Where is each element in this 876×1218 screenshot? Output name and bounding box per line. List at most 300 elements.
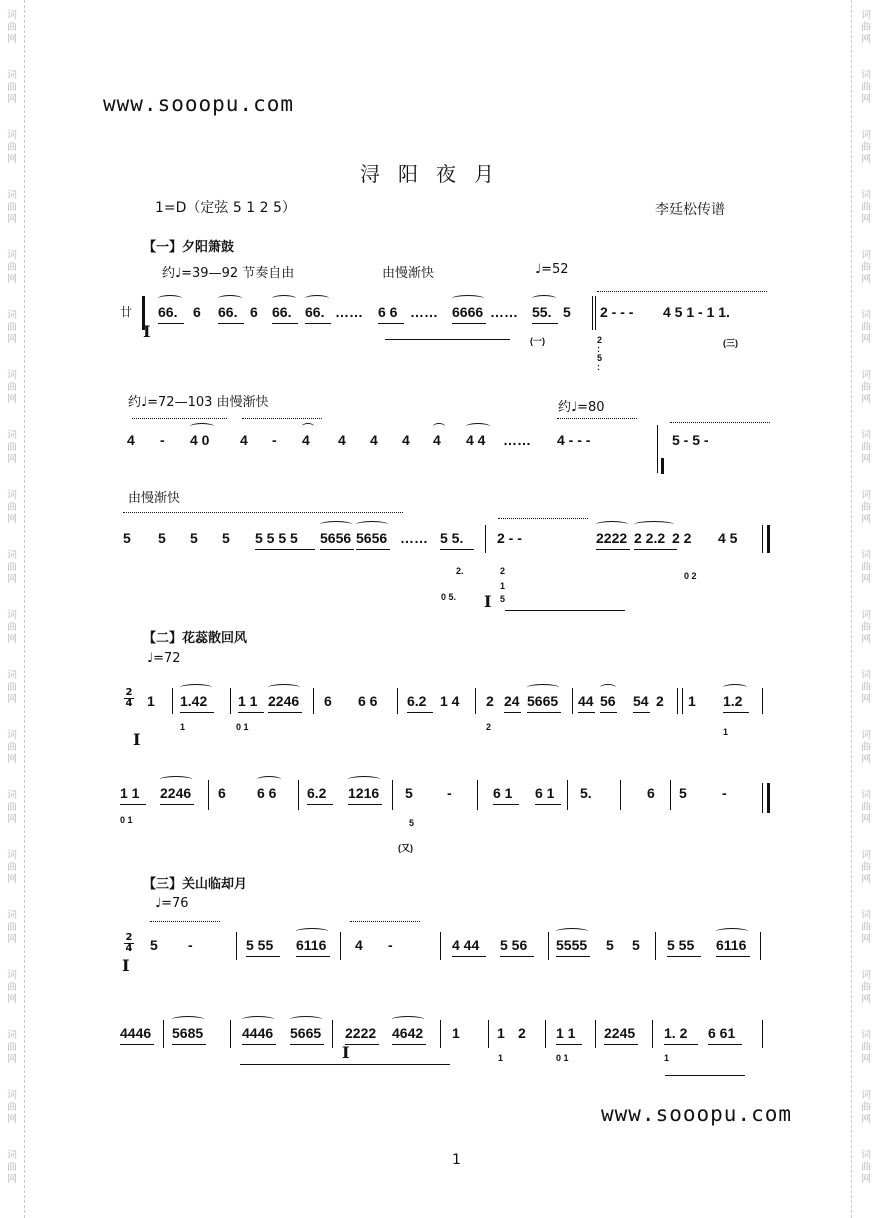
section-1-mark-i: I [143,322,151,341]
score-note: 1 1 [556,1025,576,1041]
score-note: 1 [497,1025,505,1041]
score-note: 4 5 [718,530,738,546]
bar-line [477,780,478,810]
slur-mark [466,423,490,430]
score-note: 6 [647,785,655,801]
underline-beam [356,549,390,550]
bar-line [572,688,573,714]
score-note: 5665 [527,693,559,709]
slur-mark [160,776,192,783]
score-note: 5 [679,785,687,801]
side-watermark: 词曲网 [861,10,871,45]
trill-line [557,418,637,419]
score-note: 4 [240,432,248,448]
underline-beam [158,323,184,324]
slur-mark [596,521,628,528]
lower-voice-note: 2 [486,722,492,732]
slur-mark [320,521,352,528]
side-watermark: 词曲网 [861,910,871,945]
score-note: 2 2 [672,530,692,546]
underline-beam [172,1044,206,1045]
side-watermark: 词曲网 [861,1030,871,1065]
score-note: 1 [452,1025,460,1041]
slur-mark [433,423,445,430]
score-note: 6 [250,304,258,320]
underline-beam [238,712,264,713]
lower-voice-note: 5 [409,818,415,828]
side-watermark: 词曲网 [7,1030,17,1065]
bar-line [657,425,658,473]
bar-line [298,780,299,810]
score-note: 4 [338,432,346,448]
score-note: 5555 [556,937,588,953]
slur-mark [723,684,747,691]
score-note: 6 [193,304,201,320]
side-watermark: 词曲网 [7,430,17,465]
slur-mark [190,423,214,430]
score-note: 5 [563,304,571,320]
slur-mark [348,776,380,783]
bar-line [592,296,593,330]
side-watermark: 词曲网 [861,1090,871,1125]
side-watermark: 词曲网 [861,790,871,825]
underline-beam [535,804,561,805]
trill-line [670,422,770,423]
score-note: 4642 [392,1025,424,1041]
lower-voice-note: 1 [664,1053,670,1063]
section-1-tempo-1: 约♩=39—92 节奏自由 [162,266,295,281]
underline-beam [272,323,298,324]
slur-mark [257,776,281,783]
side-watermark: 词曲网 [7,250,17,285]
underline-beam [664,1044,698,1045]
section-1-tempo-2: 由慢渐快 [382,266,435,281]
bar-line [567,780,568,810]
side-watermark: 词曲网 [7,550,17,585]
time-sig-bottom: 4 [125,943,133,954]
bar-line [762,688,763,714]
side-watermark: 词曲网 [7,70,17,105]
score-note: 54 [633,693,649,709]
slur-mark [527,684,559,691]
score-note: 5656 [320,530,352,546]
bar-line [595,296,596,330]
score-title: 浔阳夜月 [360,162,512,186]
underline-beam [633,712,650,713]
score-note: 5 [150,937,158,953]
side-watermark: 词曲网 [7,10,17,45]
score-note: 5 [222,530,230,546]
score-note: 24 [504,693,520,709]
score-note: 55. [532,304,552,320]
underline-beam [345,1044,379,1045]
score-note: 4446 [120,1025,152,1041]
side-watermark: 词曲网 [861,250,871,285]
side-watermark: 词曲网 [7,970,17,1005]
score-note: 6 [218,785,226,801]
side-watermark: 词曲网 [861,310,871,345]
underline-beam [246,956,280,957]
underline-beam [320,549,354,550]
thick-bar [767,525,770,553]
bar-line [340,932,341,960]
lower-voice-note: 0 1 [236,722,249,732]
score-note: 56 [600,693,616,709]
score-note: 1 [688,693,696,709]
section-1-title: 【一】夕阳箫鼓 [143,240,235,255]
trill-line [123,512,403,513]
side-watermark: 词曲网 [7,1090,17,1125]
side-watermark: 词曲网 [861,190,871,225]
slur-mark [272,295,296,302]
bar-line [313,688,314,714]
slur-mark [356,521,388,528]
score-note: 6116 [296,937,327,953]
score-note: 5. [580,785,592,801]
underline-beam [120,804,146,805]
underline-beam [392,1044,426,1045]
underline-beam [305,323,331,324]
underline-beam [556,956,590,957]
score-note: 5 [158,530,166,546]
score-note: 6116 [716,937,747,953]
score-note: 4 0 [190,432,210,448]
bar-line [440,932,441,960]
side-watermark: 词曲网 [861,550,871,585]
left-watermark-column [3,0,21,1218]
score-note: 4 5 1 - 1 1. [663,304,730,320]
slur-mark [242,1016,274,1023]
score-note: 4 [127,432,135,448]
bar-line [670,780,671,810]
score-note: 66. [272,304,292,320]
side-watermark: 词曲网 [861,850,871,885]
score-note: 4 [402,432,410,448]
bar-line [208,780,209,810]
underline-beam [452,323,486,324]
underline-beam [218,323,244,324]
score-note: 5 [632,937,640,953]
side-watermark: 词曲网 [861,970,871,1005]
score-note: 6 1 [535,785,555,801]
score-note: 66. [158,304,178,320]
section-1-tempo-5: 约♩=80 [558,400,605,415]
score-note: 6.2 [407,693,427,709]
score-note: 5 [606,937,614,953]
time-signature [124,688,134,709]
bar-line [475,688,476,714]
score-note: 44 [578,693,594,709]
trill-line [597,291,767,292]
score-note: 2 2.2 [634,530,666,546]
score-note: 4 [370,432,378,448]
section-3-mark-i: I [122,956,130,975]
bar-line [760,932,761,960]
score-note: 6666 [452,304,484,320]
lower-voice-note: 0 1 [120,815,133,825]
underline-beam [556,1044,582,1045]
bar-line [440,1020,441,1048]
bar-line [163,1020,164,1048]
score-note: 1. 2 [664,1025,688,1041]
lower-voice-note: 0 2 [684,571,697,581]
score-note: 5685 [172,1025,204,1041]
score-note: 6 6 [257,785,277,801]
underline-beam [723,712,749,713]
bar-line [545,1020,546,1048]
underline-beam [120,1044,154,1045]
lower-voice-note: 1 [500,581,506,591]
underline-beam [348,804,382,805]
row-1-sub-2: (三) [723,338,738,348]
score-note: 1 4 [440,693,460,709]
bar-line [677,688,678,714]
underline-beam [634,549,677,550]
trill-line [350,921,420,922]
section-3-mark-i-2: I [342,1043,350,1062]
lower-voice-note: (又) [398,843,413,853]
slur-mark [218,295,242,302]
slur-mark [305,295,329,302]
score-note: …… [410,304,438,320]
score-note: 2 - - - [600,304,634,320]
crescendo-hairpin [505,610,625,611]
underline-beam [604,1044,638,1045]
slur-mark [600,684,616,691]
score-note: 5 55 [667,937,695,953]
side-watermark: 词曲网 [861,490,871,525]
section-1-tempo-4: 约♩=72—103 由慢渐快 [128,395,269,410]
score-note: 4 4 [466,432,486,448]
bar-line [236,932,237,960]
thick-bar [767,783,770,813]
bar-line [762,525,763,553]
crescendo-hairpin [385,339,510,340]
underline-beam [290,1044,324,1045]
section-2-title: 【二】花蕊散回风 [143,631,248,646]
bar-line [548,932,549,960]
thick-bar [661,458,664,474]
side-watermark: 词曲网 [7,730,17,765]
lower-voice-note: 2. [456,566,464,576]
side-watermark: 词曲网 [861,70,871,105]
side-watermark: 词曲网 [7,670,17,705]
underline-beam [160,804,194,805]
vertical-chord: 2 : 5 : [597,335,603,372]
underline-beam [500,956,534,957]
score-note: 1 1 [120,785,140,801]
side-watermark: 词曲网 [7,130,17,165]
score-note: 2 [518,1025,526,1041]
underline-beam [600,712,617,713]
side-watermark: 词曲网 [7,310,17,345]
time-sig-bottom: 4 [125,698,133,709]
trill-line [132,418,227,419]
section-1-mark-i-2: I [484,592,492,611]
lower-voice-note: 1 [723,727,729,737]
underline-beam [708,1044,742,1045]
underline-beam [716,956,750,957]
crescendo-hairpin [665,1075,745,1076]
underline-beam [440,549,474,550]
score-note: 6 [324,693,332,709]
side-watermark: 词曲网 [861,610,871,645]
underline-beam [307,804,333,805]
slur-mark [716,928,748,935]
row-1-sub-1: (一) [530,336,545,346]
side-watermark: 词曲网 [7,370,17,405]
score-note: 2245 [604,1025,636,1041]
score-note: 5 56 [500,937,528,953]
score-note: - [272,432,277,448]
bar-line [655,932,656,960]
bar-line [488,1020,489,1048]
bar-line [652,1020,653,1048]
score-note: 2246 [268,693,300,709]
score-note: 2222 [345,1025,377,1041]
score-note: 5 - 5 - [672,432,709,448]
underline-beam [180,712,214,713]
score-note: 2 [486,693,494,709]
side-watermark: 词曲网 [7,910,17,945]
time-sig-top: 2 [125,687,133,698]
side-watermark: 词曲网 [7,850,17,885]
score-note: - [447,785,452,801]
slur-mark [296,928,328,935]
bar-line [230,1020,231,1048]
score-note: 1.2 [723,693,743,709]
lower-voice-note: 2 [500,566,506,576]
score-note: - [160,432,165,448]
score-note: 5 [123,530,131,546]
score-note: 4 44 [452,937,480,953]
score-note: - [188,937,193,953]
right-watermark-column [857,0,875,1218]
side-watermark: 词曲网 [7,1150,17,1185]
section-2-mark-i: I [133,730,141,749]
site-url-top: www.sooopu.com [103,92,295,116]
underline-beam [296,956,330,957]
score-note: 66. [218,304,238,320]
bar-line [230,688,231,714]
score-note: 6.2 [307,785,327,801]
slur-mark [634,521,674,528]
side-watermark: 词曲网 [861,730,871,765]
side-watermark: 词曲网 [7,190,17,225]
side-watermark: 词曲网 [7,790,17,825]
side-watermark: 词曲网 [7,490,17,525]
score-note: 6 61 [708,1025,736,1041]
score-note: …… [503,432,531,448]
section-1-tempo-6: 由慢渐快 [128,491,181,506]
score-note: 5665 [290,1025,322,1041]
score-note: …… [400,530,428,546]
slur-mark [290,1016,322,1023]
underline-beam [532,323,558,324]
underline-beam [493,804,519,805]
page-number: 1 [452,1152,461,1168]
underline-beam [452,956,486,957]
score-note: 1 [147,693,155,709]
underline-beam [268,712,302,713]
side-watermark: 词曲网 [861,670,871,705]
slur-mark [392,1016,424,1023]
score-note: 1 1 [238,693,258,709]
underline-beam [378,323,404,324]
slur-mark [302,423,314,430]
score-note: - [722,785,727,801]
side-watermark: 词曲网 [7,610,17,645]
section-1-tempo-3: ♩=52 [535,262,569,277]
bar-line [762,783,763,813]
slur-mark [556,928,588,935]
side-watermark: 词曲网 [861,370,871,405]
score-note: 2222 [596,530,628,546]
score-note: 66. [305,304,325,320]
score-note: 5 5. [440,530,464,546]
score-note: - [388,937,393,953]
site-url-bottom: www.sooopu.com [601,1102,793,1126]
underline-beam [596,549,630,550]
lower-voice-note: 1 [498,1053,504,1063]
section-3-tempo-1: ♩=76 [155,896,189,911]
score-note: 4 [302,432,310,448]
underline-beam [504,712,521,713]
bar-line [485,525,486,553]
score-note: 2 [656,693,664,709]
score-note: 1216 [348,785,380,801]
slur-mark [532,295,556,302]
score-note: 5656 [356,530,388,546]
slur-mark [158,295,182,302]
start-mark: 廿 [120,305,133,319]
bar-line [172,688,173,714]
score-note: 4 [433,432,441,448]
slur-mark [452,295,484,302]
score-note: 4 [355,937,363,953]
trill-line [242,418,322,419]
score-note: 1.42 [180,693,208,709]
side-watermark: 词曲网 [861,430,871,465]
underline-beam [667,956,701,957]
underline-beam [407,712,433,713]
side-watermark: 词曲网 [861,1150,871,1185]
score-note: 2246 [160,785,192,801]
bar-line [620,780,621,810]
bar-line [682,688,683,714]
lower-voice-note: 0 5. [441,592,457,602]
score-note: 4 - - - [557,432,591,448]
left-frame-line [24,0,25,1218]
score-note: 5 [405,785,413,801]
bar-line [397,688,398,714]
underline-beam [242,1044,276,1045]
bar-line [595,1020,596,1048]
score-note: 5 5 5 5 [255,530,298,546]
slur-mark [172,1016,204,1023]
crescendo-hairpin [240,1064,450,1065]
score-note: 2 - - [497,530,522,546]
side-watermark: 词曲网 [861,130,871,165]
bar-line [762,1020,763,1048]
underline-beam [255,549,315,550]
score-note: …… [335,304,363,320]
section-2-tempo-1: ♩=72 [147,651,181,666]
score-note: 5 [190,530,198,546]
lower-voice-note: 5 [500,594,506,604]
score-note: 6 6 [358,693,378,709]
right-frame-line [851,0,852,1218]
